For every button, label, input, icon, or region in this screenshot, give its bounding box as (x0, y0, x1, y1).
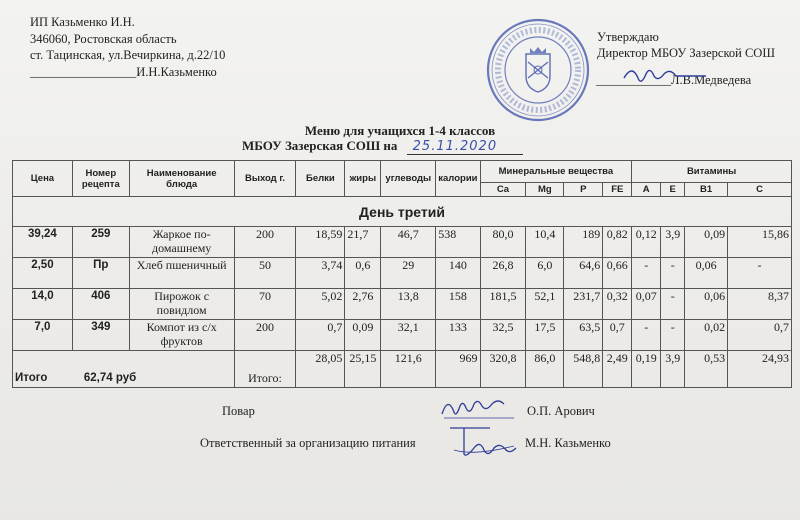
total-c: 24,93 (728, 351, 792, 388)
total-e: 3,9 (661, 351, 685, 388)
cook-signature-icon (438, 394, 518, 422)
calories-cell: 140 (436, 258, 480, 289)
carbs-cell: 32,1 (381, 320, 436, 351)
dish-cell: Компот из с/х фруктов (129, 320, 234, 351)
table-row (13, 227, 792, 258)
total-label: Итого (15, 372, 48, 384)
total-sum: 62,74 руб (83, 372, 137, 384)
p-cell: 63,5 (564, 320, 603, 351)
p-cell: 231,7 (564, 289, 603, 320)
e-cell: - (661, 320, 685, 351)
b1-cell: 0,06 (685, 289, 728, 320)
fe-cell: 0,32 (603, 289, 632, 320)
table-row (13, 289, 792, 320)
dish-cell: Пирожок с повидлом (129, 289, 234, 320)
price-cell: 2,50 (13, 258, 73, 289)
total-mg: 86,0 (526, 351, 564, 388)
table-row (13, 258, 792, 289)
supplier-address-1: 346060, Ростовская область (30, 31, 177, 46)
total-p: 548,8 (564, 351, 603, 388)
fats-cell: 0,09 (345, 320, 381, 351)
total-a: 0,19 (632, 351, 661, 388)
approval-block (597, 29, 775, 61)
supplier-signature-line: _________________И.Н.Казьменко (30, 64, 217, 79)
fe-cell: 0,7 (603, 320, 632, 351)
total-proteins: 28,05 (296, 351, 345, 388)
dish-cell: Хлеб пшеничный (129, 258, 234, 289)
a-cell: 0,07 (632, 289, 661, 320)
price-cell: 7,0 (13, 320, 73, 351)
menu-title: Меню для учащихся 1-4 классов (304, 123, 496, 138)
fats-cell: 2,76 (345, 289, 381, 320)
supplier-address-2: ст. Тацинская, ул.Вечиркина, д.22/10 (30, 48, 226, 62)
director-signature-icon (620, 60, 710, 90)
col-header-mg: Mg (526, 183, 564, 197)
proteins-cell: 3,74 (296, 258, 345, 289)
e-cell: 3,9 (661, 227, 685, 258)
proteins-cell: 18,59 (296, 227, 345, 258)
carbs-cell: 29 (381, 258, 436, 289)
c-cell: 15,86 (728, 227, 792, 258)
a-cell: - (632, 258, 661, 289)
supplier-block (30, 14, 225, 80)
supplier-name: ИП Казьменко И.Н. (30, 15, 135, 29)
col-header-fats: жиры (345, 161, 381, 197)
official-seal-icon (486, 18, 590, 122)
col-header-yield: Выход г. (234, 161, 296, 197)
price-cell: 39,24 (13, 227, 73, 258)
p-cell: 189 (564, 227, 603, 258)
c-cell: 8,37 (728, 289, 792, 320)
calories-cell: 158 (436, 289, 480, 320)
carbs-cell: 13,8 (381, 289, 436, 320)
director-signature-line: ____________Л.В.Медведева (596, 73, 752, 87)
total-sum-cell (13, 351, 235, 388)
director-title: Директор МБОУ Зазерской СОШ (597, 46, 775, 60)
recipe-cell: Пр (72, 258, 129, 289)
col-header-carbs: углеводы (381, 161, 436, 197)
price-cell: 14,0 (13, 289, 73, 320)
recipe-cell: 259 (72, 227, 129, 258)
school-name: МБОУ Зазерская СОШ на (242, 138, 398, 153)
proteins-cell: 0,7 (296, 320, 345, 351)
col-header-b1: B1 (685, 183, 728, 197)
a-cell: 0,12 (632, 227, 661, 258)
e-cell: - (661, 258, 685, 289)
responsible-label: Ответственный за организацию питания (200, 436, 416, 450)
recipe-cell: 349 (72, 320, 129, 351)
calories-cell: 538 (436, 227, 480, 258)
responsible-name: М.Н. Казьменко (525, 436, 611, 450)
approve-label: Утверждаю (597, 30, 659, 44)
dish-cell: Жаркое по-домашнему (129, 227, 234, 258)
c-cell: 0,7 (728, 320, 792, 351)
yield-cell: 50 (234, 258, 296, 289)
yield-cell: 70 (234, 289, 296, 320)
col-header-proteins: Белки (296, 161, 345, 197)
col-header-vitamins: Витамины (632, 161, 792, 183)
total-fe: 2,49 (603, 351, 632, 388)
mg-cell: 6,0 (526, 258, 564, 289)
cook-name: О.П. Арович (527, 404, 595, 418)
col-header-ca: Ca (480, 183, 526, 197)
total-row (13, 351, 792, 388)
total-b1: 0,53 (685, 351, 728, 388)
menu-subtitle (242, 138, 523, 155)
ca-cell: 32,5 (480, 320, 526, 351)
fe-cell: 0,66 (603, 258, 632, 289)
mg-cell: 52,1 (526, 289, 564, 320)
table-row (13, 320, 792, 351)
menu-date: 25.11.2020 (407, 139, 523, 155)
mg-cell: 10,4 (526, 227, 564, 258)
b1-cell: 0,02 (685, 320, 728, 351)
c-cell: - (728, 258, 792, 289)
p-cell: 64,6 (564, 258, 603, 289)
fats-cell: 0,6 (345, 258, 381, 289)
cook-label: Повар (222, 404, 255, 418)
ca-cell: 26,8 (480, 258, 526, 289)
recipe-cell: 406 (72, 289, 129, 320)
b1-cell: 0,09 (685, 227, 728, 258)
col-header-c: C (728, 183, 792, 197)
yield-cell: 200 (234, 320, 296, 351)
ca-cell: 181,5 (480, 289, 526, 320)
total-calories: 969 (436, 351, 480, 388)
day-label: День третий (13, 197, 792, 227)
ca-cell: 80,0 (480, 227, 526, 258)
col-header-recipe: Номер рецепта (72, 161, 129, 197)
fats-cell: 21,7 (345, 227, 381, 258)
calories-cell: 133 (436, 320, 480, 351)
col-header-fe: FE (603, 183, 632, 197)
b1-cell: 0,06 (685, 258, 728, 289)
proteins-cell: 5,02 (296, 289, 345, 320)
menu-table (12, 160, 792, 388)
mg-cell: 17,5 (526, 320, 564, 351)
a-cell: - (632, 320, 661, 351)
fe-cell: 0,82 (603, 227, 632, 258)
col-header-p: P (564, 183, 603, 197)
col-header-e: E (661, 183, 685, 197)
total-carbs: 121,6 (381, 351, 436, 388)
total-ca: 320,8 (480, 351, 526, 388)
carbs-cell: 46,7 (381, 227, 436, 258)
total-fats: 25,15 (345, 351, 381, 388)
total-label-cell: Итого: (234, 351, 296, 388)
col-header-minerals: Минеральные вещества (480, 161, 632, 183)
responsible-signature-icon (440, 420, 530, 460)
col-header-a: A (632, 183, 661, 197)
col-header-price: Цена (13, 161, 73, 197)
e-cell: - (661, 289, 685, 320)
yield-cell: 200 (234, 227, 296, 258)
col-header-calories: калории (436, 161, 480, 197)
col-header-dish: Наименование блюда (129, 161, 234, 197)
